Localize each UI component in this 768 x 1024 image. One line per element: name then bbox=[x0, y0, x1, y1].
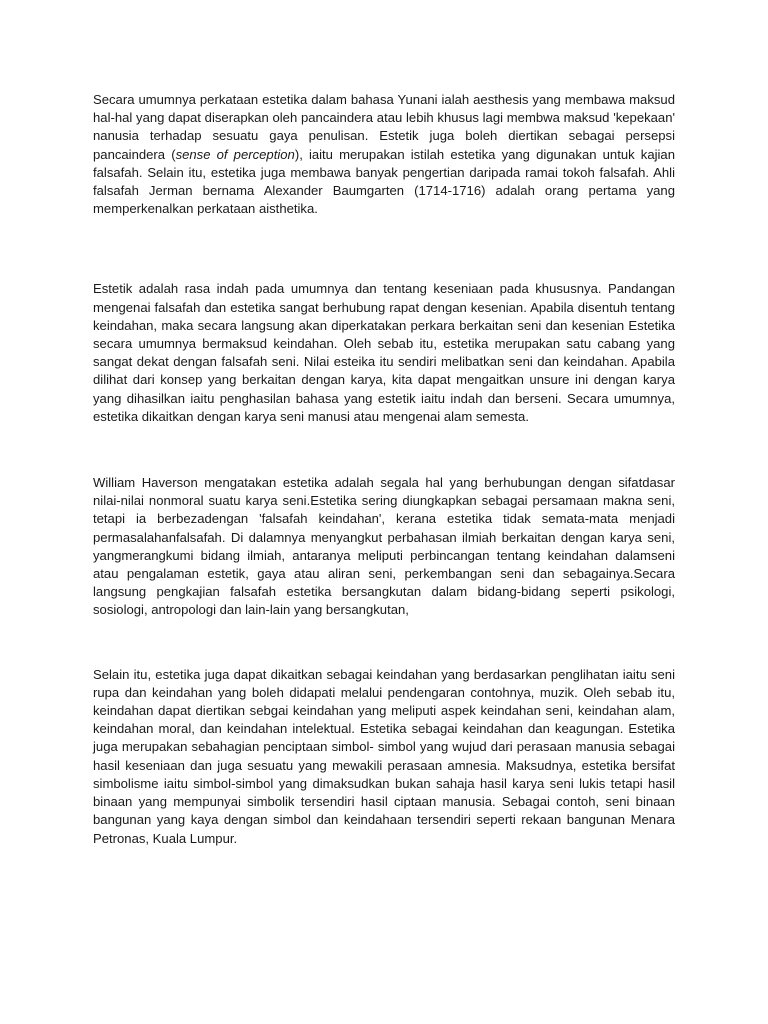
paragraph-2: Estetik adalah rasa indah pada umumnya dan tentang keseniaan pada khususnya. Pandangan mengenai falsafah dan estetika sangat berhubung rapat dengan kesenian. Apabila disentuh tentang keindahan, maka secara langsung akan diperkatakan perkara berkaitan seni dan kesenian Estetika secara umumnya bermaksud keindahan. Oleh sebab itu, estetika merupakan satu cabang yang sangat dekat dengan falsafah seni. Nilai esteika itu sendiri melibatkan seni dan keindahan. Apabila dilihat dari konsep yang berkaitan dengan karya, kita dapat mengaitkan unsure ini dengan karya yang dihasilkan iaitu penghasilan bahasa yang estetik iaitu indah dan berseni. Secara umumnya, estetika dikaitkan dengan karya seni manusi atau mengenai alam semesta. bbox=[93, 281, 675, 424]
paragraph-3: William Haverson mengatakan estetika adalah segala hal yang berhubungan dengan sifatdasar nilai-nilai nonmoral suatu karya seni.Estetika sering diungkapkan sebagai persamaan makna seni, tetapi ia berbezadengan 'falsafah keindahan', kerana estetika tidak semata-mata menjadi permasalahanfalsafah. Di dalamnya menyangkut perbahasan ilmiah berkaitan dengan karya seni, yangmerangkumi bidang ilmiah, antaranya meliputi perbincangan tentang keindahan dalamseni atau pengalaman estetik, gaya atau aliran seni, perkembangan seni dan sebagainya.Secara langsung pengkajian falsafah estetika bersangkutan dalam bidang-bidang seperti psikologi, sosiologi, antropologi dan lain-lain yang bersangkutan, bbox=[93, 475, 675, 618]
paragraph-1-italic-term: sense of perception bbox=[175, 146, 295, 162]
paragraph-1 bbox=[93, 91, 675, 218]
paragraph-4: Selain itu, estetika juga dapat dikaitkan sebagai keindahan yang berdasarkan penglihatan iaitu seni rupa dan keindahan yang boleh didapati melalui pendengaran contohnya, muzik. Oleh sebab itu, keindahan dapat diertikan sebgai keindahan yang meliputi aspek keindahan seni, keindahan alam, keindahan moral, dan keindahan intelektual. Estetika sebagai keindahan dan keagungan. Estetika juga merupakan sebahagian penciptaan simbol- simbol yang wujud dari perasaan manusia sebagai hasil keseniaan dan juga sesuatu yang mewakili perasaan amnesia. Maksudnya, estetika bersifat simbolisme iaitu simbol-simbol yang dimaksudkan bukan sahaja hasil karya seni lukis tetapi hasil binaan yang mempunyai simbolik tersendiri hasil ciptaan manusia. Sebagai contoh, seni binaan bangunan yang kaya dengan simbol dan keindahaan tersendiri seperti rekaan bangunan Menara Petronas, Kuala Lumpur. bbox=[93, 666, 675, 846]
paragraph-1-text-end: ), iaitu merupakan istilah estetika yang digunakan untuk kajian falsafah. Selain itu, estetika juga membawa banyak pengertian daripada ramai tokoh falsafah. Ahli falsafah Jerman bernama Alexander Baumgarten (1714-1716) adalah orang pertama yang memperkenalkan perkataan aisthetika. bbox=[93, 146, 675, 217]
paragraph-1-text-start: Secara umumnya perkataan estetika dalam bahasa Yunani ialah aesthesis yang membawa maksud hal-hal yang dapat diserapkan oleh pancaindera atau lebih khusus lagi membwa maksud 'kepekaan' nanusia terhadap sesuatu gaya penulisan. Estetik juga boleh diertikan sebagai persepsi pancaindera ( bbox=[93, 92, 675, 162]
document-page bbox=[93, 91, 675, 848]
